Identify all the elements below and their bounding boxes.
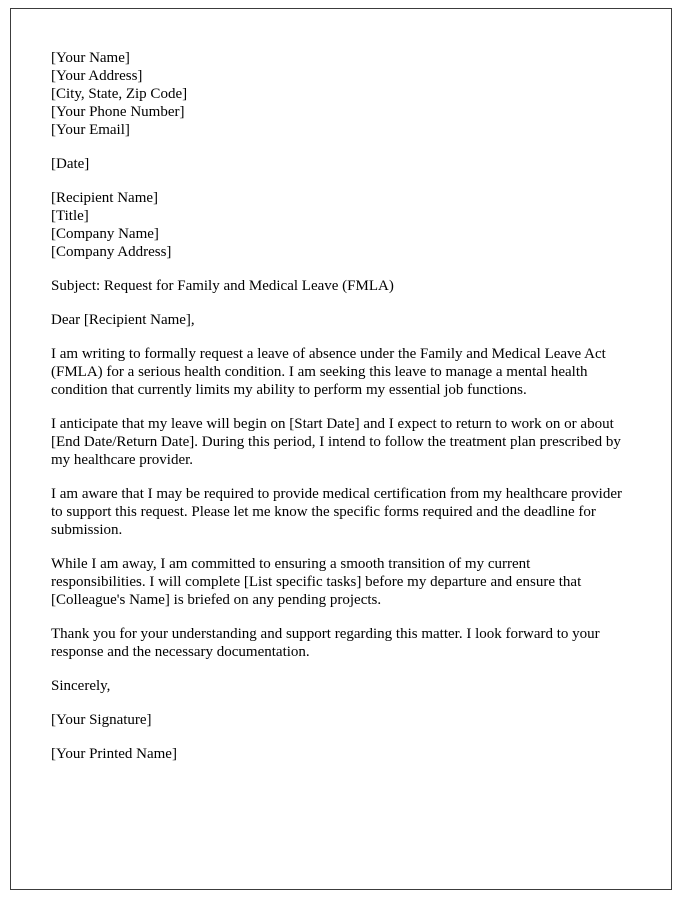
body-paragraph-transition: While I am away, I am committed to ensuring a smooth transition of my current responsibilities. I will complete [List specific tasks] before my departure and ensure that [Colleague's Name] is briefed on any pending projects. (51, 556, 582, 608)
letter-content (11, 9, 671, 763)
signature-placeholder: [Your Signature] (51, 712, 152, 728)
recipient-name-line: [Recipient Name] (51, 190, 159, 206)
salutation: Dear [Recipient Name], (51, 312, 195, 328)
sender-phone-line: [Your Phone Number] (51, 104, 185, 120)
date-line: [Date] (51, 156, 90, 172)
printed-name-placeholder: [Your Printed Name] (51, 746, 177, 762)
body-paragraph-certification: I am aware that I may be required to provide medical certification from my healthcare provider to support this request. Please let me know the specific forms required and the deadline for submission. (51, 486, 622, 538)
sender-email-line: [Your Email] (51, 122, 130, 138)
sender-address-line: [Your Address] (51, 68, 143, 84)
body-paragraph-request: I am writing to formally request a leave of absence under the Family and Medical Leave Act (FMLA) for a serious health condition. I am seeking this leave to manage a mental health condition that currently limits my ability to perform my essential job functions. (51, 346, 606, 398)
body-paragraph-thanks: Thank you for your understanding and support regarding this matter. I look forward to your response and the necessary documentation. (51, 626, 600, 660)
closing: Sincerely, (51, 678, 111, 694)
sender-address-block (51, 49, 626, 139)
recipient-title-line: [Title] (51, 208, 89, 224)
sender-city-line: [City, State, Zip Code] (51, 86, 188, 102)
letter-page (10, 8, 672, 890)
sender-name-line: [Your Name] (51, 50, 130, 66)
recipient-company-line: [Company Name] (51, 226, 159, 242)
recipient-company-address-line: [Company Address] (51, 244, 172, 260)
body-paragraph-dates: I anticipate that my leave will begin on [Start Date] and I expect to return to work on or about [End Date/Return Date]. During this period, I intend to follow the treatment plan prescribed by my healthcare provider. (51, 416, 621, 468)
recipient-address-block (51, 189, 626, 261)
subject-line: Subject: Request for Family and Medical Leave (FMLA) (51, 278, 394, 294)
